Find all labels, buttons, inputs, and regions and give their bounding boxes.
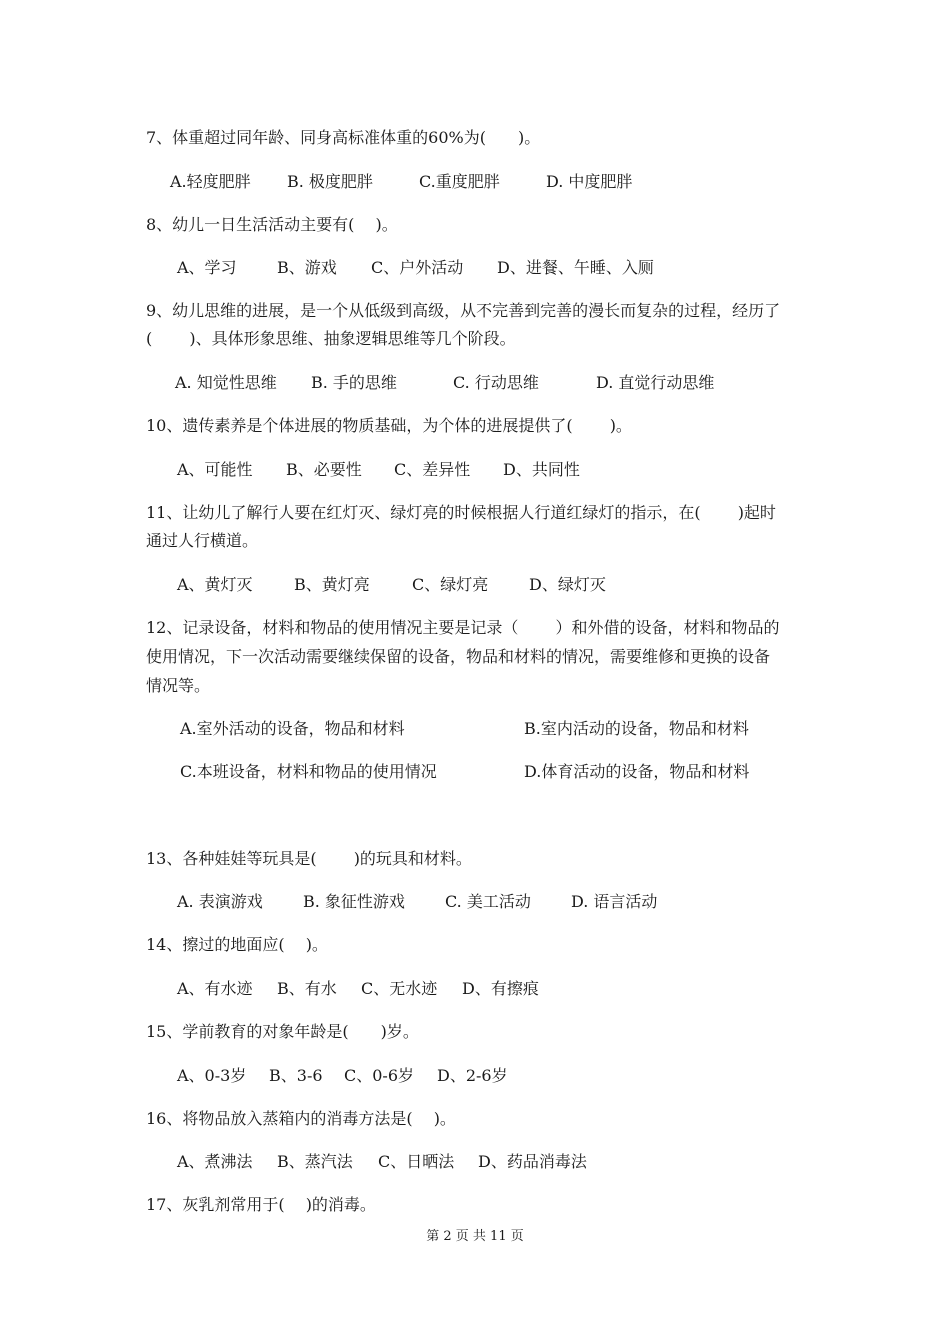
q14-option-d: D、有擦痕 <box>462 979 539 998</box>
question-12-line-1: 12、记录设备，材料和物品的使用情况主要是记录（ ）和外借的设备，材料和物品的 <box>146 618 780 637</box>
question-12-line-2: 使用情况，下一次活动需要继续保留的设备，物品和材料的情况，需要维修和更换的设备 <box>146 647 771 666</box>
q10-option-b: B、必要性 <box>286 460 362 479</box>
q7-option-d: D. 中度肥胖 <box>546 172 633 191</box>
q13-option-b: B. 象征性游戏 <box>303 892 405 911</box>
q8-option-c: C、户外活动 <box>371 258 464 277</box>
q10-option-d: D、共同性 <box>503 460 580 479</box>
q9-option-a: A. 知觉性思维 <box>175 373 277 392</box>
q8-option-a: A、学习 <box>177 258 237 277</box>
q7-option-c: C.重度肥胖 <box>419 172 500 191</box>
q16-option-b: B、蒸汽法 <box>277 1152 353 1171</box>
q8-option-d: D、进餐、午睡、入厕 <box>497 258 654 277</box>
q15-option-b: B、3-6 <box>269 1066 323 1085</box>
q16-option-c: C、日晒法 <box>378 1152 455 1171</box>
question-8: 8、幼儿一日生活活动主要有( )。 <box>146 215 398 234</box>
q7-option-a: A.轻度肥胖 <box>170 172 251 191</box>
question-14: 14、擦过的地面应( )。 <box>146 935 328 954</box>
question-13: 13、各种娃娃等玩具是( )的玩具和材料。 <box>146 849 472 868</box>
q11-option-b: B、黄灯亮 <box>294 575 370 594</box>
q14-option-c: C、无水迹 <box>361 979 438 998</box>
q12-option-c: C.本班设备，材料和物品的使用情况 <box>180 762 437 781</box>
q15-option-d: D、2-6岁 <box>437 1066 508 1085</box>
question-15: 15、学前教育的对象年龄是( )岁。 <box>146 1022 419 1041</box>
q14-option-b: B、有水 <box>277 979 337 998</box>
page-footer: 第 2 页 共 11 页 <box>426 1229 524 1244</box>
q13-option-c: C. 美工活动 <box>445 892 531 911</box>
q13-option-a: A. 表演游戏 <box>177 892 263 911</box>
q14-option-a: A、有水迹 <box>177 979 253 998</box>
question-17: 17、灰乳剂常用于( )的消毒。 <box>146 1195 376 1214</box>
q11-option-a: A、黄灯灭 <box>177 575 253 594</box>
question-7: 7、体重超过同年龄、同身高标准体重的60%为( )。 <box>146 128 541 147</box>
q11-option-c: C、绿灯亮 <box>412 575 489 594</box>
q9-option-c: C. 行动思维 <box>453 373 539 392</box>
q9-option-b: B. 手的思维 <box>311 373 397 392</box>
question-11-line-2: 通过人行横道。 <box>146 531 259 550</box>
q10-option-c: C、差异性 <box>394 460 471 479</box>
question-16: 16、将物品放入蒸箱内的消毒方法是( )。 <box>146 1109 456 1128</box>
question-9-line-1: 9、幼儿思维的进展，是一个从低级到高级，从不完善到完善的漫长而复杂的过程，经历了 <box>146 301 781 320</box>
q10-option-a: A、可能性 <box>177 460 253 479</box>
q16-option-a: A、煮沸法 <box>177 1152 253 1171</box>
q11-option-d: D、绿灯灭 <box>529 575 606 594</box>
q16-option-d: D、药品消毒法 <box>478 1152 587 1171</box>
q12-option-b: B.室内活动的设备，物品和材料 <box>524 719 749 738</box>
q15-option-a: A、0-3岁 <box>177 1066 247 1085</box>
question-12-line-3: 情况等。 <box>146 676 211 695</box>
q12-option-a: A.室外活动的设备，物品和材料 <box>180 719 405 738</box>
q13-option-d: D. 语言活动 <box>571 892 658 911</box>
question-9-line-2: ( )、具体形象思维、抽象逻辑思维等几个阶段。 <box>146 329 516 348</box>
q8-option-b: B、游戏 <box>277 258 337 277</box>
q7-option-b: B. 极度肥胖 <box>287 172 373 191</box>
question-10: 10、遗传素养是个体进展的物质基础，为个体的进展提供了( )。 <box>146 416 632 435</box>
q12-option-d: D.体育活动的设备，物品和材料 <box>524 762 750 781</box>
q15-option-c: C、0-6岁 <box>344 1066 415 1085</box>
q9-option-d: D. 直觉行动思维 <box>596 373 715 392</box>
question-11-line-1: 11、让幼儿了解行人要在红灯灭、绿灯亮的时候根据人行道红绿灯的指示，在( )起时 <box>146 503 776 522</box>
